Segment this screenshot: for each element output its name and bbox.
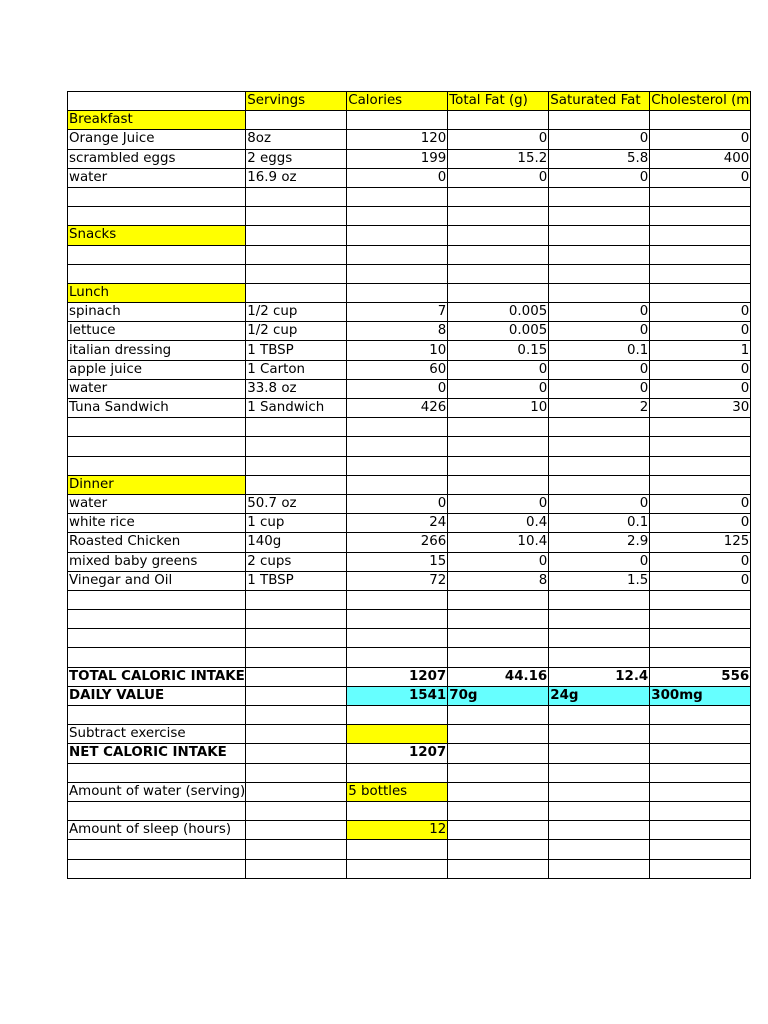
- cell-saturated-fat[interactable]: [549, 782, 650, 801]
- cell-servings[interactable]: [246, 686, 347, 705]
- cell-total-fat[interactable]: [448, 859, 549, 878]
- cell-cholesterol[interactable]: [650, 763, 751, 782]
- cell-total-fat[interactable]: [448, 610, 549, 629]
- cell-calories[interactable]: [347, 187, 448, 206]
- cell-saturated-fat[interactable]: 0: [549, 494, 650, 513]
- cell-cholesterol[interactable]: [650, 207, 751, 226]
- cell-total-fat[interactable]: 0: [448, 494, 549, 513]
- cell-item[interactable]: [68, 187, 246, 206]
- cell-total-fat[interactable]: [448, 763, 549, 782]
- table-row: [68, 629, 751, 648]
- cell-servings[interactable]: [246, 801, 347, 820]
- cell-item[interactable]: apple juice: [68, 360, 246, 379]
- cell-total-fat[interactable]: [448, 245, 549, 264]
- cell-servings[interactable]: 33.8 oz: [246, 379, 347, 398]
- cell-servings[interactable]: 1 Sandwich: [246, 399, 347, 418]
- cell-cholesterol[interactable]: [650, 437, 751, 456]
- cell-saturated-fat[interactable]: [549, 801, 650, 820]
- cell-total-fat[interactable]: [448, 725, 549, 744]
- cell-servings[interactable]: [246, 207, 347, 226]
- cell-servings[interactable]: [246, 840, 347, 859]
- cell-calories[interactable]: 8: [347, 322, 448, 341]
- cell-calories[interactable]: [347, 801, 448, 820]
- cell-servings[interactable]: [246, 456, 347, 475]
- cell-total-fat[interactable]: [448, 207, 549, 226]
- table-row: [68, 245, 751, 264]
- cell-total-fat[interactable]: [448, 840, 549, 859]
- table-row: [68, 341, 751, 360]
- cell-item[interactable]: NET CALORIC INTAKE: [68, 744, 246, 763]
- cell-item[interactable]: Tuna Sandwich: [68, 399, 246, 418]
- cell-item[interactable]: [68, 245, 246, 264]
- cell-total-fat[interactable]: [448, 111, 549, 130]
- cell-servings[interactable]: [246, 859, 347, 878]
- cell-item[interactable]: Orange Juice: [68, 130, 246, 149]
- table-row: [68, 706, 751, 725]
- table-row: [68, 187, 751, 206]
- nutrition-spreadsheet: [67, 91, 751, 879]
- cell-cholesterol[interactable]: 30: [650, 399, 751, 418]
- cell-saturated-fat[interactable]: [549, 706, 650, 725]
- cell-calories[interactable]: [347, 648, 448, 667]
- cell-total-fat[interactable]: [448, 475, 549, 494]
- cell-calories[interactable]: 266: [347, 533, 448, 552]
- cell-cholesterol[interactable]: 0: [650, 130, 751, 149]
- cell-calories[interactable]: 426: [347, 399, 448, 418]
- cell-item[interactable]: Amount of sleep (hours): [68, 821, 246, 840]
- table-row: [68, 418, 751, 437]
- cell-total-fat[interactable]: 10.4: [448, 533, 549, 552]
- cell-saturated-fat[interactable]: [549, 590, 650, 609]
- cell-item[interactable]: DAILY VALUE: [68, 686, 246, 705]
- cell-calories[interactable]: 1207: [347, 744, 448, 763]
- cell-cholesterol[interactable]: 0: [650, 571, 751, 590]
- cell-cholesterol[interactable]: [650, 840, 751, 859]
- cell-total-fat[interactable]: [448, 648, 549, 667]
- cell-cholesterol[interactable]: 0: [650, 360, 751, 379]
- cell-servings[interactable]: [246, 610, 347, 629]
- cell-item[interactable]: [68, 437, 246, 456]
- cell-total-fat[interactable]: [448, 437, 549, 456]
- cell-servings[interactable]: [246, 475, 347, 494]
- cell-cholesterol[interactable]: 0: [650, 379, 751, 398]
- cell-servings[interactable]: 50.7 oz: [246, 494, 347, 513]
- cell-saturated-fat[interactable]: [549, 456, 650, 475]
- cell-total-fat[interactable]: 15.2: [448, 149, 549, 168]
- table-row: [68, 840, 751, 859]
- cell-item[interactable]: lettuce: [68, 322, 246, 341]
- cell-saturated-fat[interactable]: 0: [549, 322, 650, 341]
- cell-saturated-fat[interactable]: 0.1: [549, 341, 650, 360]
- cell-total-fat[interactable]: 44.16: [448, 667, 549, 686]
- cell-saturated-fat[interactable]: [549, 475, 650, 494]
- cell-servings[interactable]: 1 TBSP: [246, 341, 347, 360]
- cell-item[interactable]: [68, 590, 246, 609]
- cell-cholesterol[interactable]: 0: [650, 322, 751, 341]
- cell-servings[interactable]: [246, 437, 347, 456]
- cell-item[interactable]: [68, 264, 246, 283]
- cell-servings[interactable]: [246, 706, 347, 725]
- cell-calories[interactable]: 199: [347, 149, 448, 168]
- cell-servings[interactable]: [246, 782, 347, 801]
- cell-servings[interactable]: [246, 629, 347, 648]
- cell-calories[interactable]: [347, 725, 448, 744]
- cell-total-fat[interactable]: 0.005: [448, 303, 549, 322]
- table-row: [68, 494, 751, 513]
- cell-saturated-fat[interactable]: 5.8: [549, 149, 650, 168]
- cell-total-fat[interactable]: 0.005: [448, 322, 549, 341]
- cell-item[interactable]: Amount of water (serving): [68, 782, 246, 801]
- table-row: [68, 456, 751, 475]
- cell-servings[interactable]: 8oz: [246, 130, 347, 149]
- cell-calories[interactable]: 15: [347, 552, 448, 571]
- table-row: [68, 571, 751, 590]
- cell-calories[interactable]: [347, 437, 448, 456]
- table-row: [68, 590, 751, 609]
- cell-item[interactable]: [68, 801, 246, 820]
- cell-cholesterol[interactable]: 1: [650, 341, 751, 360]
- table-row: [68, 303, 751, 322]
- cell-saturated-fat[interactable]: [549, 840, 650, 859]
- cell-cholesterol[interactable]: [650, 744, 751, 763]
- table-row: [68, 283, 751, 302]
- cell-total-fat[interactable]: [448, 590, 549, 609]
- cell-cholesterol[interactable]: [650, 859, 751, 878]
- cell-cholesterol[interactable]: 300mg: [650, 686, 751, 705]
- cell-cholesterol[interactable]: [650, 706, 751, 725]
- table-row: [68, 360, 751, 379]
- cell-saturated-fat[interactable]: [549, 187, 650, 206]
- cell-calories[interactable]: [347, 245, 448, 264]
- cell-cholesterol[interactable]: [650, 801, 751, 820]
- cell-calories[interactable]: 120: [347, 130, 448, 149]
- cell-servings[interactable]: [246, 226, 347, 245]
- cell-item[interactable]: [68, 418, 246, 437]
- cell-servings[interactable]: [246, 821, 347, 840]
- cell-cholesterol[interactable]: 0: [650, 303, 751, 322]
- cell-item[interactable]: [68, 763, 246, 782]
- cell-saturated-fat[interactable]: [549, 264, 650, 283]
- cell-total-fat[interactable]: [448, 782, 549, 801]
- cell-item[interactable]: scrambled eggs: [68, 149, 246, 168]
- cell-saturated-fat[interactable]: [549, 437, 650, 456]
- cell-item[interactable]: [68, 610, 246, 629]
- cell-item[interactable]: water: [68, 494, 246, 513]
- cell-cholesterol[interactable]: [650, 475, 751, 494]
- header-cell-item[interactable]: [68, 92, 246, 111]
- cell-total-fat[interactable]: [448, 629, 549, 648]
- table-row: [68, 264, 751, 283]
- cell-servings[interactable]: 1 Carton: [246, 360, 347, 379]
- cell-total-fat[interactable]: [448, 801, 549, 820]
- cell-item[interactable]: spinach: [68, 303, 246, 322]
- cell-total-fat[interactable]: 0: [448, 360, 549, 379]
- header-row: [68, 92, 751, 111]
- cell-calories[interactable]: 1207: [347, 667, 448, 686]
- cell-servings[interactable]: 1/2 cup: [246, 303, 347, 322]
- table-row: [68, 610, 751, 629]
- cell-saturated-fat[interactable]: [549, 629, 650, 648]
- cell-item[interactable]: [68, 207, 246, 226]
- cell-saturated-fat[interactable]: 0: [549, 360, 650, 379]
- cell-cholesterol[interactable]: 400: [650, 149, 751, 168]
- table-row: [68, 648, 751, 667]
- cell-calories[interactable]: 72: [347, 571, 448, 590]
- table-row: [68, 859, 751, 878]
- cell-item[interactable]: TOTAL CALORIC INTAKE: [68, 667, 246, 686]
- cell-calories[interactable]: [347, 629, 448, 648]
- table-row: [68, 130, 751, 149]
- cell-calories[interactable]: [347, 706, 448, 725]
- cell-cholesterol[interactable]: 125: [650, 533, 751, 552]
- cell-calories[interactable]: [347, 763, 448, 782]
- cell-servings[interactable]: 1/2 cup: [246, 322, 347, 341]
- cell-saturated-fat[interactable]: [549, 283, 650, 302]
- cell-total-fat[interactable]: [448, 226, 549, 245]
- cell-item[interactable]: Snacks: [68, 226, 246, 245]
- cell-calories[interactable]: 24: [347, 514, 448, 533]
- table-row: [68, 399, 751, 418]
- cell-item[interactable]: water: [68, 168, 246, 187]
- cell-calories[interactable]: [347, 475, 448, 494]
- cell-item[interactable]: [68, 648, 246, 667]
- table-row: [68, 667, 751, 686]
- cell-cholesterol[interactable]: [650, 629, 751, 648]
- cell-total-fat[interactable]: [448, 187, 549, 206]
- cell-saturated-fat[interactable]: 24g: [549, 686, 650, 705]
- cell-item[interactable]: [68, 840, 246, 859]
- cell-cholesterol[interactable]: [650, 111, 751, 130]
- cell-saturated-fat[interactable]: [549, 725, 650, 744]
- cell-servings[interactable]: 1 cup: [246, 514, 347, 533]
- cell-saturated-fat[interactable]: 0: [549, 303, 650, 322]
- header-cell-servings[interactable]: Servings: [246, 92, 347, 111]
- cell-cholesterol[interactable]: [650, 782, 751, 801]
- cell-calories[interactable]: [347, 840, 448, 859]
- cell-item[interactable]: Roasted Chicken: [68, 533, 246, 552]
- cell-saturated-fat[interactable]: 0: [549, 168, 650, 187]
- cell-total-fat[interactable]: 0: [448, 130, 549, 149]
- table-row: [68, 111, 751, 130]
- cell-saturated-fat[interactable]: 12.4: [549, 667, 650, 686]
- cell-servings[interactable]: [246, 283, 347, 302]
- cell-cholesterol[interactable]: [650, 226, 751, 245]
- cell-calories[interactable]: 0: [347, 494, 448, 513]
- cell-servings[interactable]: 16.9 oz: [246, 168, 347, 187]
- cell-total-fat[interactable]: 0: [448, 379, 549, 398]
- cell-total-fat[interactable]: 10: [448, 399, 549, 418]
- cell-servings[interactable]: [246, 111, 347, 130]
- cell-saturated-fat[interactable]: 2.9: [549, 533, 650, 552]
- table-row: [68, 686, 751, 705]
- table-row: [68, 168, 751, 187]
- cell-total-fat[interactable]: [448, 418, 549, 437]
- cell-cholesterol[interactable]: 556: [650, 667, 751, 686]
- cell-cholesterol[interactable]: [650, 283, 751, 302]
- cell-cholesterol[interactable]: [650, 648, 751, 667]
- header-cell-cholesterol[interactable]: Cholesterol (m: [650, 92, 751, 111]
- cell-total-fat[interactable]: 8: [448, 571, 549, 590]
- cell-saturated-fat[interactable]: 1.5: [549, 571, 650, 590]
- cell-saturated-fat[interactable]: [549, 763, 650, 782]
- table-row: [68, 801, 751, 820]
- cell-cholesterol[interactable]: [650, 456, 751, 475]
- cell-servings[interactable]: 140g: [246, 533, 347, 552]
- cell-saturated-fat[interactable]: [549, 418, 650, 437]
- cell-cholesterol[interactable]: [650, 590, 751, 609]
- cell-saturated-fat[interactable]: 0: [549, 379, 650, 398]
- cell-item[interactable]: Vinegar and Oil: [68, 571, 246, 590]
- table-row: [68, 437, 751, 456]
- cell-total-fat[interactable]: 0: [448, 552, 549, 571]
- cell-cholesterol[interactable]: [650, 821, 751, 840]
- table-row: [68, 514, 751, 533]
- cell-calories[interactable]: 0: [347, 379, 448, 398]
- table-row: [68, 379, 751, 398]
- cell-servings[interactable]: [246, 648, 347, 667]
- cell-saturated-fat[interactable]: [549, 610, 650, 629]
- table-row: [68, 533, 751, 552]
- cell-total-fat[interactable]: [448, 821, 549, 840]
- cell-cholesterol[interactable]: [650, 187, 751, 206]
- cell-total-fat[interactable]: [448, 283, 549, 302]
- cell-item[interactable]: Breakfast: [68, 111, 246, 130]
- table-row: [68, 149, 751, 168]
- cell-calories[interactable]: 5 bottles: [347, 782, 448, 801]
- cell-saturated-fat[interactable]: 0.1: [549, 514, 650, 533]
- header-cell-total-fat[interactable]: Total Fat (g): [448, 92, 549, 111]
- cell-saturated-fat[interactable]: [549, 111, 650, 130]
- cell-total-fat[interactable]: [448, 264, 549, 283]
- cell-saturated-fat[interactable]: [549, 744, 650, 763]
- cell-servings[interactable]: [246, 667, 347, 686]
- cell-calories[interactable]: [347, 456, 448, 475]
- cell-saturated-fat[interactable]: [549, 207, 650, 226]
- cell-total-fat[interactable]: 0.4: [448, 514, 549, 533]
- table-row: [68, 475, 751, 494]
- cell-cholesterol[interactable]: 0: [650, 168, 751, 187]
- cell-servings[interactable]: [246, 744, 347, 763]
- header-cell-calories[interactable]: Calories: [347, 92, 448, 111]
- cell-calories[interactable]: 1541: [347, 686, 448, 705]
- cell-item[interactable]: water: [68, 379, 246, 398]
- cell-item[interactable]: [68, 706, 246, 725]
- table-row: [68, 226, 751, 245]
- cell-item[interactable]: mixed baby greens: [68, 552, 246, 571]
- cell-servings[interactable]: 1 TBSP: [246, 571, 347, 590]
- cell-cholesterol[interactable]: 0: [650, 494, 751, 513]
- cell-saturated-fat[interactable]: 2: [549, 399, 650, 418]
- table-row: [68, 552, 751, 571]
- cell-total-fat[interactable]: 0: [448, 168, 549, 187]
- cell-cholesterol[interactable]: [650, 264, 751, 283]
- cell-servings[interactable]: [246, 264, 347, 283]
- cell-calories[interactable]: [347, 590, 448, 609]
- cell-item[interactable]: [68, 456, 246, 475]
- cell-item[interactable]: Lunch: [68, 283, 246, 302]
- cell-calories[interactable]: 10: [347, 341, 448, 360]
- cell-calories[interactable]: 12: [347, 821, 448, 840]
- cell-calories[interactable]: 7: [347, 303, 448, 322]
- cell-calories[interactable]: [347, 859, 448, 878]
- cell-saturated-fat[interactable]: [549, 226, 650, 245]
- cell-servings[interactable]: 2 cups: [246, 552, 347, 571]
- table-row: [68, 744, 751, 763]
- cell-servings[interactable]: [246, 725, 347, 744]
- cell-cholesterol[interactable]: [650, 610, 751, 629]
- cell-calories[interactable]: [347, 207, 448, 226]
- cell-item[interactable]: white rice: [68, 514, 246, 533]
- table-row: [68, 322, 751, 341]
- cell-item[interactable]: italian dressing: [68, 341, 246, 360]
- cell-servings[interactable]: [246, 187, 347, 206]
- cell-saturated-fat[interactable]: [549, 648, 650, 667]
- table-row: [68, 207, 751, 226]
- cell-servings[interactable]: [246, 590, 347, 609]
- cell-calories[interactable]: [347, 610, 448, 629]
- cell-calories[interactable]: [347, 111, 448, 130]
- cell-saturated-fat[interactable]: [549, 821, 650, 840]
- cell-calories[interactable]: 0: [347, 168, 448, 187]
- cell-calories[interactable]: [347, 283, 448, 302]
- table-row: [68, 763, 751, 782]
- cell-total-fat[interactable]: [448, 744, 549, 763]
- cell-cholesterol[interactable]: [650, 418, 751, 437]
- table-row: [68, 782, 751, 801]
- cell-item[interactable]: [68, 629, 246, 648]
- header-cell-saturated-fat[interactable]: Saturated Fat: [549, 92, 650, 111]
- cell-total-fat[interactable]: [448, 456, 549, 475]
- cell-calories[interactable]: [347, 264, 448, 283]
- cell-servings[interactable]: [246, 763, 347, 782]
- cell-cholesterol[interactable]: 0: [650, 514, 751, 533]
- cell-cholesterol[interactable]: [650, 245, 751, 264]
- cell-calories[interactable]: 60: [347, 360, 448, 379]
- cell-item[interactable]: Subtract exercise: [68, 725, 246, 744]
- cell-item[interactable]: Dinner: [68, 475, 246, 494]
- table-row: [68, 821, 751, 840]
- cell-servings[interactable]: 2 eggs: [246, 149, 347, 168]
- cell-total-fat[interactable]: 0.15: [448, 341, 549, 360]
- cell-saturated-fat[interactable]: 0: [549, 130, 650, 149]
- cell-item[interactable]: [68, 859, 246, 878]
- cell-total-fat[interactable]: 70g: [448, 686, 549, 705]
- spreadsheet-body: [68, 92, 751, 879]
- cell-saturated-fat[interactable]: 0: [549, 552, 650, 571]
- cell-saturated-fat[interactable]: [549, 245, 650, 264]
- cell-servings[interactable]: [246, 245, 347, 264]
- cell-cholesterol[interactable]: 0: [650, 552, 751, 571]
- cell-calories[interactable]: [347, 418, 448, 437]
- cell-servings[interactable]: [246, 418, 347, 437]
- table-row: [68, 725, 751, 744]
- cell-saturated-fat[interactable]: [549, 859, 650, 878]
- cell-total-fat[interactable]: [448, 706, 549, 725]
- cell-cholesterol[interactable]: [650, 725, 751, 744]
- cell-calories[interactable]: [347, 226, 448, 245]
